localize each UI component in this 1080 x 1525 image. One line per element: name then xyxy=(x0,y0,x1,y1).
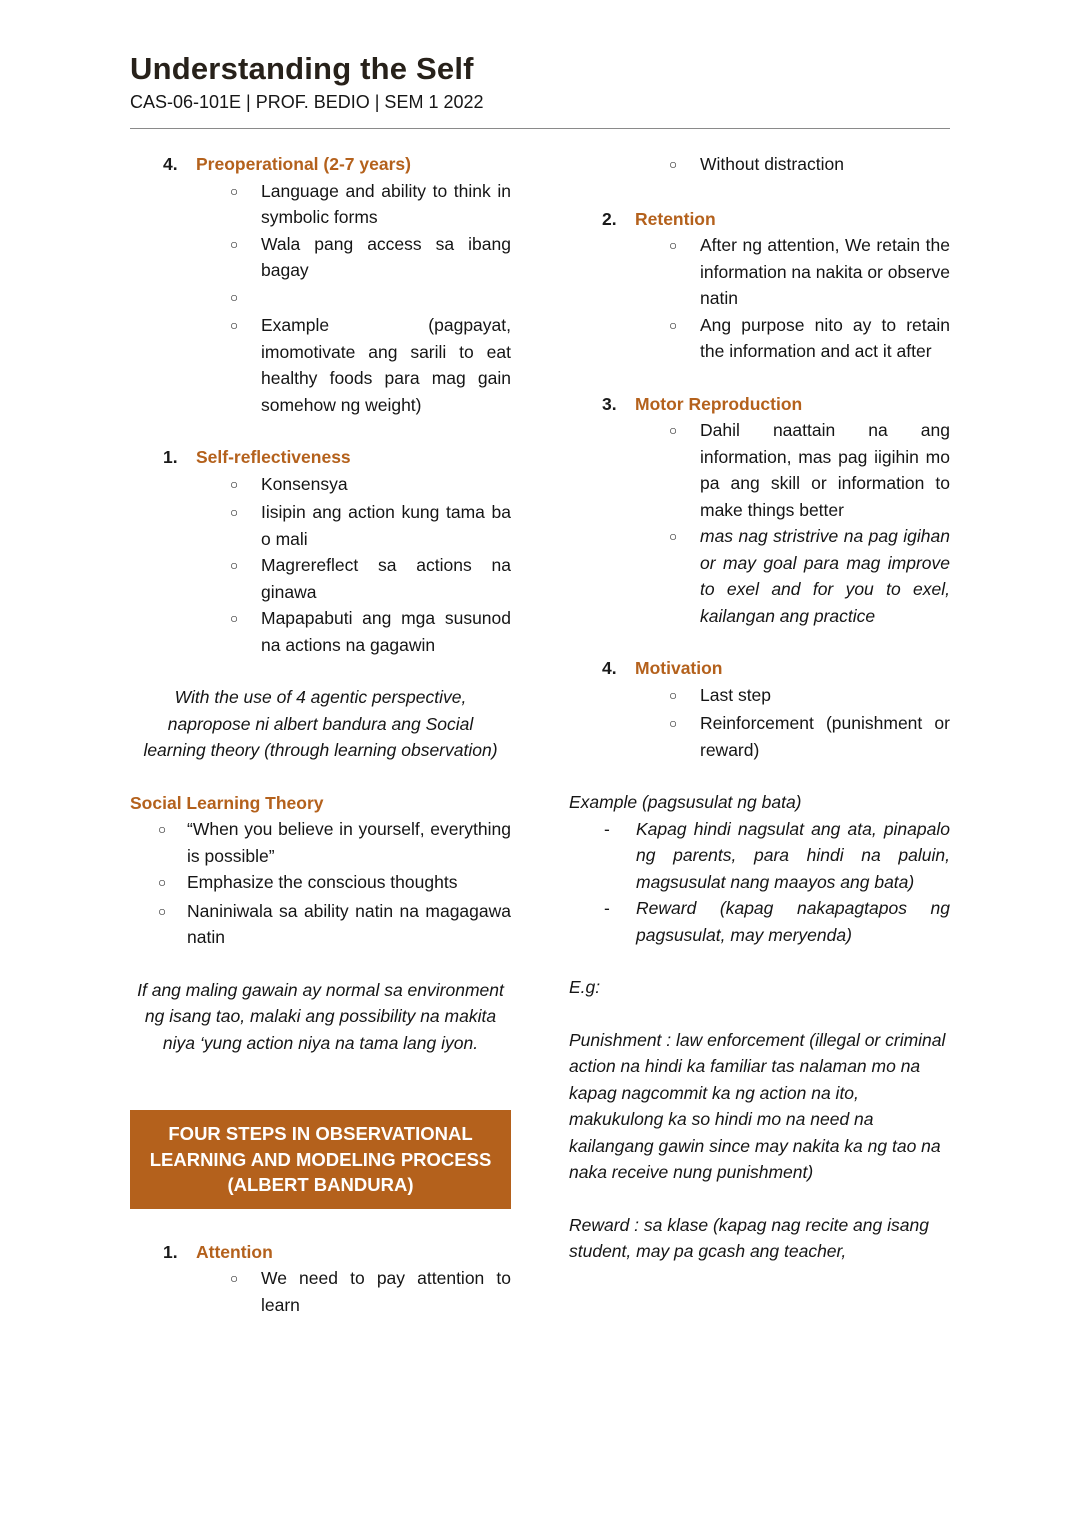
circle-bullet-icon xyxy=(158,869,187,898)
two-column-layout xyxy=(130,151,950,1344)
section-motivation xyxy=(569,655,950,763)
section-social-learning-theory xyxy=(130,790,511,951)
section-heading-row xyxy=(130,151,511,178)
bullet-item xyxy=(130,471,511,500)
circle-bullet-icon xyxy=(669,232,700,312)
circle-bullet-icon xyxy=(230,1265,261,1318)
bullet-item-text: Ang purpose nito ay to retain the information and act it after xyxy=(700,314,950,361)
page-header xyxy=(130,52,950,129)
section-title: Preoperational (2-7 years) xyxy=(196,154,411,174)
circle-bullet-icon xyxy=(230,499,261,552)
bullet-item xyxy=(569,312,950,365)
bullet-item xyxy=(130,816,511,869)
bullet-list xyxy=(130,816,511,951)
circle-bullet-icon xyxy=(158,898,187,951)
circle-bullet-icon xyxy=(158,816,187,869)
bullet-item xyxy=(130,231,511,284)
circle-bullet-icon xyxy=(230,284,261,313)
bullet-item xyxy=(569,523,950,629)
header-divider xyxy=(130,128,950,129)
section-heading-row xyxy=(130,444,511,471)
maling-gawain-note: If ang maling gawain ay normal sa environment ng isang tao, malaki ang possibility na makita niya ‘yung action niya na tama lang iyon. xyxy=(137,979,504,1053)
bullet-list xyxy=(130,1265,511,1318)
circle-bullet-icon xyxy=(669,151,700,180)
section-title: Retention xyxy=(635,208,716,229)
bullet-list xyxy=(569,232,950,365)
section-number: 1. xyxy=(163,1241,178,1262)
section-number: 2. xyxy=(602,208,617,229)
bullet-item-text: Mapapabuti ang mga susunod na actions na gagawin xyxy=(261,608,511,655)
circle-bullet-icon xyxy=(230,552,261,605)
bullet-item-text: “When you believe in yourself, everything is possible” xyxy=(187,819,511,866)
section-heading-row xyxy=(569,391,950,418)
dash-item xyxy=(569,895,950,948)
section-heading-row xyxy=(130,1239,511,1266)
bullet-item xyxy=(130,312,511,418)
circle-bullet-icon xyxy=(230,471,261,500)
bullet-item-text: Dahil naattain na ang information, mas pag iigihin mo pa ang skill or information to make things better xyxy=(700,420,950,520)
bullet-list xyxy=(130,178,511,419)
bullet-item-text: Konsensya xyxy=(261,473,348,494)
dash-bullet-icon xyxy=(604,816,636,896)
circle-bullet-icon xyxy=(669,710,700,763)
section-retention xyxy=(569,206,950,365)
circle-bullet-icon xyxy=(669,417,700,523)
section-heading-row xyxy=(569,206,950,233)
right-column xyxy=(569,151,950,1291)
bullet-item xyxy=(130,552,511,605)
bullet-item xyxy=(569,232,950,312)
bullet-list xyxy=(569,682,950,764)
bullet-item xyxy=(130,898,511,951)
bullet-item-text: Iisipin ang action kung tama ba o mali xyxy=(261,502,511,549)
section-motor-reproduction xyxy=(569,391,950,630)
eg-label: E.g: xyxy=(569,977,601,997)
bullet-item xyxy=(130,499,511,552)
left-column xyxy=(130,151,511,1344)
section-attention xyxy=(130,1239,511,1319)
bullet-item xyxy=(130,605,511,658)
section-self-reflectiveness xyxy=(130,444,511,658)
section-number: 1. xyxy=(163,447,178,467)
section-number: 4. xyxy=(163,154,178,174)
reward-note: Reward : sa klase (kapag nag recite ang isang student, may pa gcash ang teacher, xyxy=(569,1214,929,1261)
section-number: 4. xyxy=(602,658,617,678)
bullet-item-text: Without distraction xyxy=(700,154,844,174)
bullet-list xyxy=(569,417,950,629)
bullet-item-text: Wala pang access sa ibang bagay xyxy=(261,233,511,280)
dash-bullet-icon xyxy=(604,895,636,948)
circle-bullet-icon xyxy=(230,231,261,284)
bullet-item-text: Language and ability to think in symbolic forms xyxy=(261,180,511,227)
attention-continuation xyxy=(569,151,950,180)
circle-bullet-icon xyxy=(669,682,700,711)
dash-item-text: Reward (kapag nakapagtapos ng pagsusulat, may meryenda) xyxy=(636,898,950,945)
bullet-item-text: We need to pay attention to learn xyxy=(261,1268,511,1315)
four-steps-banner: FOUR STEPS IN OBSERVATIONAL LEARNING AND MODELING PROCESS (ALBERT BANDURA) xyxy=(130,1110,511,1209)
section-title: Self-reflectiveness xyxy=(196,447,351,467)
bullet-item-text xyxy=(261,284,511,313)
bullet-item-text: Last step xyxy=(700,684,772,705)
section-preoperational xyxy=(130,151,511,418)
section-title: Motivation xyxy=(635,658,723,678)
punishment-note: Punishment : law enforcement (illegal or criminal action na hindi ka familiar tas nalaman mo na kapag nagcommit ka ng action na ito, makukulong ka so hindi mo na need na kailangang gawin since may nakita ka ng tao na naka receive nung punishment) xyxy=(569,1029,946,1182)
section-heading-row xyxy=(569,655,950,682)
circle-bullet-icon xyxy=(230,312,261,418)
bullet-item xyxy=(130,869,511,898)
bullet-item-text: Naniniwala sa ability natin na magagawa natin xyxy=(187,900,511,947)
circle-bullet-icon xyxy=(669,523,700,629)
section-number: 3. xyxy=(602,393,617,414)
bullet-item-text: Magrereflect sa actions na ginawa xyxy=(261,555,511,602)
bullet-list xyxy=(130,471,511,659)
section-title: Social Learning Theory xyxy=(130,792,324,813)
circle-bullet-icon xyxy=(230,178,261,231)
bullet-item-empty xyxy=(130,284,511,313)
bullet-item xyxy=(130,1265,511,1318)
dash-item-text: Kapag hindi nagsulat ang ata, pinapalo ng parents, para hindi na paluin, magsusulat nang maayos ang bata) xyxy=(636,818,950,892)
bullet-item xyxy=(569,710,950,763)
bullet-item xyxy=(569,682,950,711)
section-title: Motor Reproduction xyxy=(635,393,803,414)
page-title: Understanding the Self xyxy=(130,51,474,86)
bullet-item xyxy=(569,151,950,180)
agentic-perspective-note: With the use of 4 agentic perspective, napropose ni albert bandura ang Social learning theory (through learning observation) xyxy=(143,687,498,760)
bullet-item xyxy=(569,417,950,523)
circle-bullet-icon xyxy=(669,312,700,365)
section-title: Attention xyxy=(196,1241,273,1262)
dash-list xyxy=(569,816,950,949)
circle-bullet-icon xyxy=(230,605,261,658)
example-heading: Example (pagsusulat ng bata) xyxy=(569,792,802,812)
dash-item xyxy=(569,816,950,896)
bullet-item-text: Example (pagpayat, imomotivate ang sarili to eat healthy foods para mag gain somehow ng weight) xyxy=(261,315,511,415)
bullet-item-text: Reinforcement (punishment or reward) xyxy=(700,713,950,760)
bullet-item-text: Emphasize the conscious thoughts xyxy=(187,872,458,892)
bullet-item-text: mas nag stristrive na pag igihan or may goal para mag improve to exel and for you to exel, kailangan ang practice xyxy=(700,526,950,626)
example-section xyxy=(569,789,950,948)
bullet-item xyxy=(130,178,511,231)
course-subtitle: CAS-06-101E | PROF. BEDIO | SEM 1 2022 xyxy=(130,92,484,112)
bullet-item-text: After ng attention, We retain the information na nakita or observe natin xyxy=(700,235,950,308)
